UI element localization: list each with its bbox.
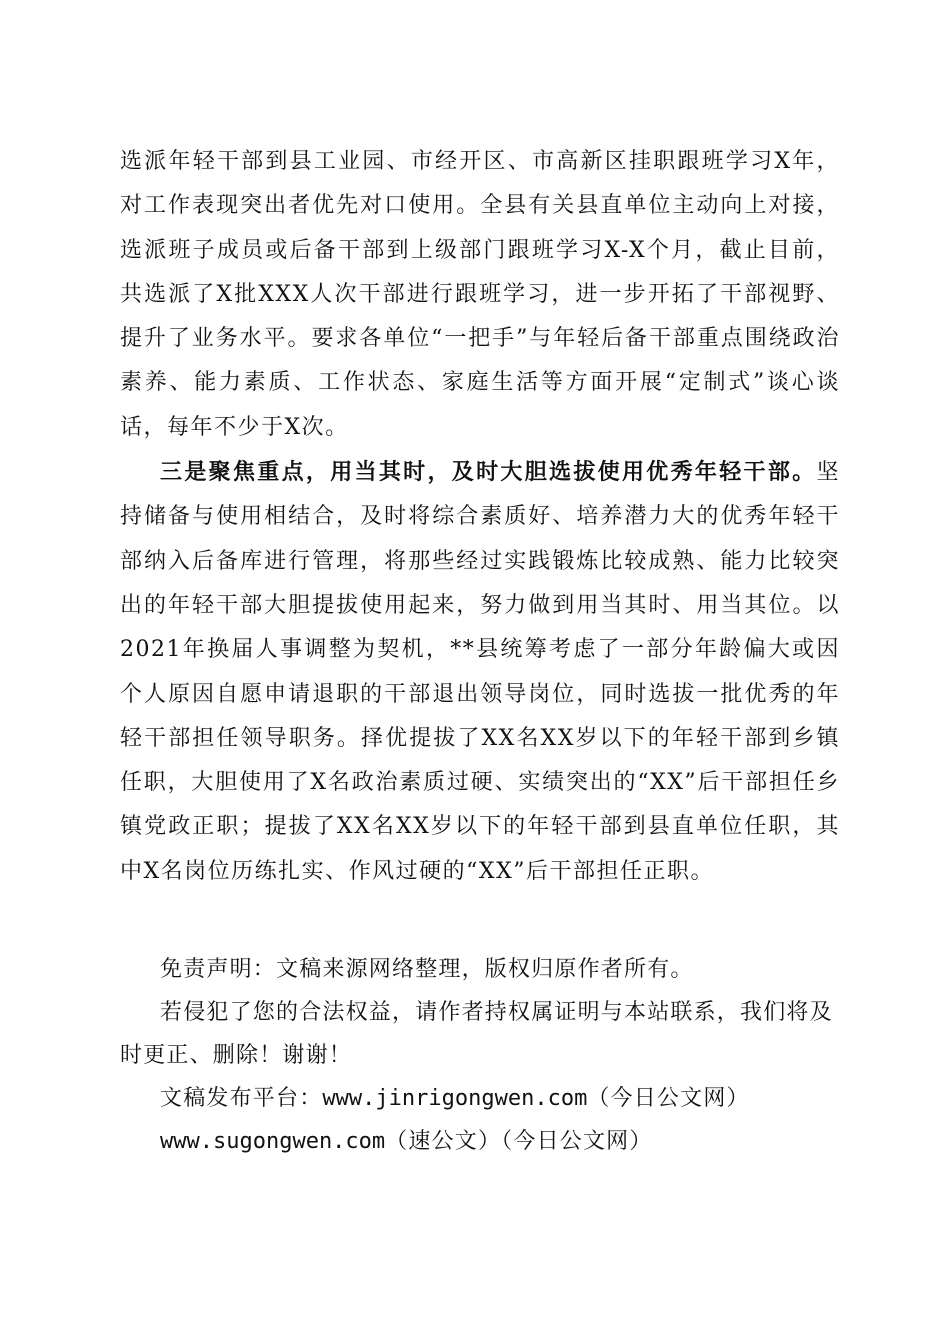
second-url-link[interactable]: www.sugongwen.com (160, 1129, 386, 1154)
platform-name: （今日公文网） (587, 1086, 750, 1111)
infringement-text: 若侵犯了您的合法权益，请作者持权属证明与本站联系，我们将及时更正、删除！谢谢！ (120, 1000, 833, 1068)
paragraph-2 (120, 450, 840, 894)
footer (120, 948, 840, 1163)
platform-url-link[interactable]: www.jinrigongwen.com (322, 1086, 588, 1111)
second-url-line (120, 1120, 840, 1163)
document-body (120, 140, 840, 894)
paragraph-2-lead: 三是聚焦重点，用当其时，及时大胆选拔使用优秀年轻干部。 (160, 459, 817, 486)
platform-label: 文稿发布平台： (160, 1086, 323, 1111)
paragraph-1: 选派年轻干部到县工业园、市经开区、市高新区挂职跟班学习X年，对工作表现突出者优先对口使用。全县有关县直单位主动向上对接，选派班子成员或后备干部到上级部门跟班学习X-X个月，截止目前，共选派了X批XXX人次干部进行跟班学习，进一步开拓了干部视野、提升了业务水平。要求各单位“一把手”与年轻后备干部重点围绕政治素养、能力素质、工作状态、家庭生活等方面开展“定制式”谈心谈话，每年不少于X次。 (120, 149, 840, 440)
disclaimer-text: 免责声明：文稿来源网络整理，版权归原作者所有。 (160, 957, 694, 982)
paragraph-2-body: 坚持储备与使用相结合，及时将综合素质好、培养潜力大的优秀年轻干部纳入后备库进行管理，将那些经过实践锻炼比较成熟、能力比较突出的年轻干部大胆提拔使用起来，努力做到用当其时、用当其位。以2021年换届人事调整为契机，**县统筹考虑了一部分年龄偏大或因个人原因自愿申请退职的干部退出领导岗位，同时选拔一批优秀的年轻干部担任领导职务。择优提拔了XX名XX岁以下的年轻干部到乡镇任职，大胆使用了X名政治素质过硬、实绩突出的“XX”后干部担任乡镇党政正职；提拔了XX名XX岁以下的年轻干部到县直单位任职，其中X名岗位历练扎实、作风过硬的“XX”后干部担任正职。 (120, 460, 840, 884)
second-url-names: （速公文）（今日公文网） (385, 1129, 653, 1154)
platform-line (120, 1077, 840, 1120)
